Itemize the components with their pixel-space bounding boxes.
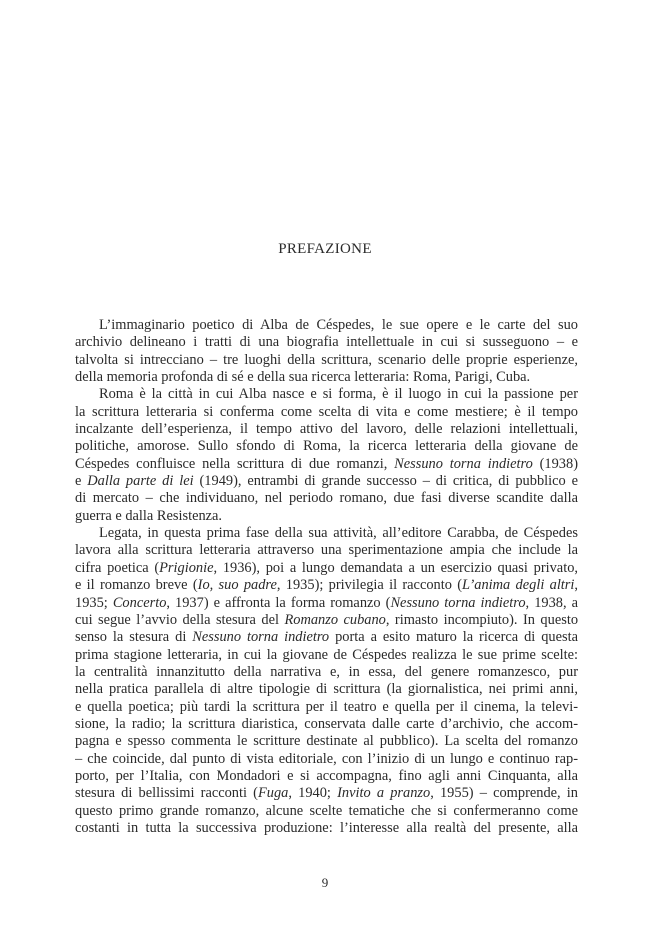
text-segment: , 1938, a: [525, 594, 578, 611]
text-line: [75, 560, 578, 577]
text-segment: incalzante dell’esperienza, il tempo attivo del lavoro, delle relazioni intellettuali,: [75, 421, 578, 438]
text-segment: cui segue l’avvio della stesura del: [75, 611, 285, 628]
italic-title: Nessuno torna indietro: [390, 594, 526, 611]
text-line: [75, 803, 578, 820]
chapter-title: PREFAZIONE: [278, 241, 372, 257]
text-segment: pagna e spesso commenta le scritture destinate al pubblico). La scelta del romanzo: [75, 733, 578, 750]
text-line: [75, 438, 578, 455]
text-segment: , 1940;: [288, 785, 338, 802]
italic-title: Io, suo padre: [197, 577, 277, 594]
text-line: [75, 612, 578, 629]
text-segment: , rimasto incompiuto). In questo: [385, 611, 578, 628]
text-line: [75, 317, 578, 334]
text-segment: questo primo grande romanzo, alcune scelte tematiche che si confermeranno come: [75, 802, 578, 819]
text-line: [75, 820, 578, 837]
text-line: [75, 508, 578, 525]
text-segment: e il romanzo breve (: [75, 577, 198, 594]
text-segment: (1949), entrambi di grande successo – di critica, di pubblico e: [193, 473, 578, 490]
text-segment: la scrittura letteraria si conferma come scelta di vita e come mestiere; è il tempo: [75, 403, 578, 420]
text-segment: 1935;: [75, 594, 113, 611]
text-segment: , 1935); privilegia il racconto (: [276, 577, 463, 594]
text-line: [75, 577, 578, 594]
italic-title: Nessuno torna indietro: [394, 455, 533, 472]
text-line: [75, 664, 578, 681]
text-segment: lavora alla scrittura letteraria attraverso una sperimentazione ampia che include la: [75, 542, 578, 559]
text-segment: archivio delineano i tratti di una biografia intellettuale in cui si susseguono – e: [75, 334, 578, 351]
italic-title: Prigionie: [159, 559, 214, 576]
text-line: [75, 629, 578, 646]
text-segment: guerra e dalla Resistenza.: [75, 507, 223, 524]
text-line: [75, 681, 578, 698]
body-text: [75, 317, 578, 837]
italic-title: Fuga: [257, 785, 289, 802]
text-line: [75, 525, 578, 542]
text-segment: ,: [574, 577, 578, 594]
text-segment: costanti in tutta la successiva produzione: l’interesse alla realtà del presente, alla: [75, 819, 578, 836]
text-line: [75, 542, 578, 559]
text-line: [75, 456, 578, 473]
italic-title: Concerto: [112, 594, 167, 611]
text-segment: la centralità innanzitutto della narrativa e, in essa, del genere romanzesco, pur: [75, 663, 578, 680]
text-line: [75, 386, 578, 403]
text-line: [75, 421, 578, 438]
text-line: [75, 404, 578, 421]
text-line: [75, 595, 578, 612]
text-segment: Roma è la città in cui Alba nasce e si forma, è il luogo in cui la passione per: [99, 386, 578, 403]
italic-title: Invito a pranzo: [337, 785, 431, 802]
text-segment: di mercato – che individuano, nel periodo romano, due fasi diverse scandite dalla: [75, 490, 578, 507]
text-line: [75, 768, 578, 785]
text-line: [75, 733, 578, 750]
text-segment: – che coincide, dal punto di vista editoriale, con l’inizio di un lungo e continuo rap-: [75, 750, 578, 767]
text-segment: porta a esito maturo la ricerca di questa: [329, 629, 578, 646]
text-line: [75, 751, 578, 768]
text-segment: e: [75, 473, 88, 490]
text-segment: , 1936), poi a lungo demandata a un esercizio quasi privato,: [213, 559, 578, 576]
text-segment: (1938): [532, 455, 578, 472]
text-segment: senso la stesura di: [75, 629, 193, 646]
text-line: [75, 473, 578, 490]
text-segment: sione, la radio; la scrittura diaristica, conservata dalle carte d’archivio, che accom-: [75, 715, 578, 732]
text-segment: della memoria profonda di sé e della sua ricerca letteraria: Roma, Parigi, Cuba.: [75, 369, 531, 386]
text-segment: nella pratica parallela di altre tipologie di scrittura (la giornalistica, nei primi anni,: [75, 681, 578, 698]
text-segment: stesura di bellissimi racconti (: [75, 785, 258, 802]
text-segment: talvolta si intrecciano – tre luoghi della scrittura, scenario delle proprie esperienze,: [75, 351, 578, 368]
italic-title: Dalla parte di lei: [87, 473, 194, 490]
text-segment: Céspedes confluisce nella scrittura di due romanzi,: [75, 455, 395, 472]
text-segment: Legata, in questa prima fase della sua attività, all’editore Carabba, de Céspedes: [99, 525, 578, 542]
text-line: [75, 699, 578, 716]
text-segment: porto, per l’Italia, con Mondadori e si accompagna, fino agli anni Cinquanta, alla: [75, 767, 578, 784]
text-line: [75, 334, 578, 351]
page-number: 9: [321, 875, 329, 890]
text-line: [75, 352, 578, 369]
italic-title: Nessuno torna indietro: [192, 629, 330, 646]
text-line: [75, 785, 578, 802]
text-segment: L’immaginario poetico di Alba de Céspedes, le sue opere e le carte del suo: [99, 317, 578, 333]
text-line: [75, 716, 578, 733]
italic-title: Romanzo cubano: [284, 611, 386, 628]
text-segment: e quella poetica; più tardi la scrittura per il teatro e quella per il cinema, la televi-: [75, 698, 578, 715]
text-segment: prima stagione letteraria, in cui la giovane de Céspedes realizza le sue prime scelte:: [75, 646, 578, 663]
italic-title: L’anima degli altri: [462, 577, 575, 594]
text-line: [75, 490, 578, 507]
text-line: [75, 647, 578, 664]
text-segment: cifra poetica (: [75, 559, 160, 576]
text-segment: , 1955) – comprende, in: [430, 785, 578, 802]
text-line: [75, 369, 578, 386]
text-segment: , 1937) e affronta la forma romanzo (: [166, 594, 391, 611]
text-segment: politiche, amorose. Sullo sfondo di Roma, la ricerca letteraria della giovane de: [75, 438, 578, 455]
